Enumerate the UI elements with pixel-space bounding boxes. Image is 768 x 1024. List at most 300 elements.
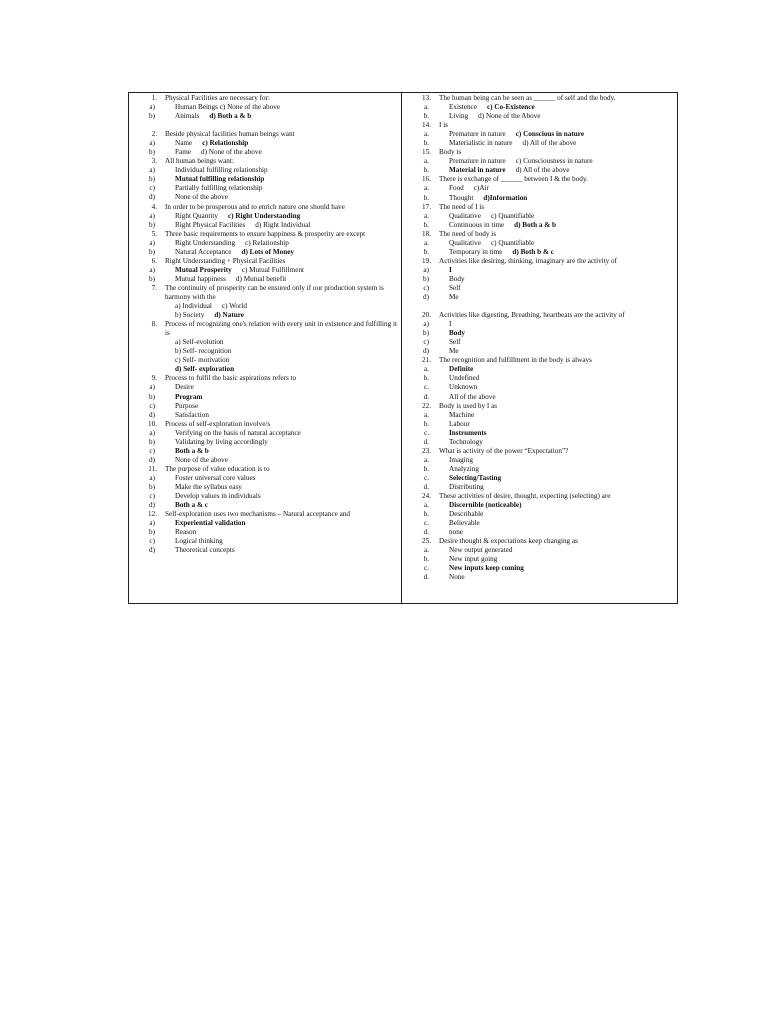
option-letter: d) — [149, 455, 155, 464]
option-text: Discernible (noticeable) — [449, 501, 522, 510]
spacer — [407, 302, 673, 311]
spacer — [133, 121, 399, 130]
answer-option — [407, 239, 673, 248]
answer-option — [407, 383, 673, 392]
question-text: Activities like desiring, thinking, imaginary are the activity of — [439, 256, 618, 265]
question-number: 23. — [422, 446, 431, 455]
option-letter: c) — [149, 401, 155, 410]
left-column — [133, 94, 399, 555]
option-letter: a) — [149, 265, 155, 274]
question-row — [133, 157, 399, 166]
answer-option — [407, 555, 673, 564]
question-item — [407, 492, 673, 537]
option-text: All of the above — [449, 392, 496, 401]
option-letter: a. — [424, 238, 429, 247]
question-number: 15. — [422, 148, 431, 157]
answer-option — [133, 193, 399, 202]
option-text-second: d) All of the above — [522, 139, 577, 148]
question-number: 2. — [151, 130, 157, 139]
option-text: Animals — [175, 112, 200, 121]
answer-option — [407, 194, 673, 203]
option-text: Me — [449, 347, 459, 356]
question-item — [407, 402, 673, 447]
option-text: Reason — [175, 528, 197, 537]
question-row — [133, 374, 399, 383]
answer-option — [407, 338, 673, 347]
answer-option — [133, 546, 399, 555]
option-letter: a) — [149, 166, 155, 175]
option-text: Right Quantity — [175, 211, 218, 220]
option-text: Validating by living accordingly — [175, 437, 268, 446]
option-text: Experiential validation — [175, 519, 246, 528]
answer-option — [407, 112, 673, 121]
answer-option — [133, 275, 399, 284]
option-text: I — [449, 320, 452, 329]
option-text: Unknown — [449, 383, 478, 392]
option-letter: c. — [424, 383, 429, 392]
option-letter: a. — [424, 130, 429, 139]
option-letter: c) — [149, 537, 155, 546]
question-text: Process to fulfil the basic aspirations refers to — [165, 374, 297, 383]
answer-option — [133, 393, 399, 402]
option-text: Food — [449, 184, 464, 193]
answer-option — [133, 338, 399, 347]
column-divider — [401, 93, 402, 603]
option-letter: b. — [423, 112, 429, 121]
option-text: Believable — [449, 519, 480, 528]
question-number: 21. — [422, 356, 431, 365]
option-text: Verifying on the basis of natural acceptance — [175, 428, 301, 437]
question-item — [407, 537, 673, 582]
question-number: 24. — [422, 492, 431, 501]
option-text: Satisfaction — [175, 410, 209, 419]
option-letter: d) — [423, 347, 429, 356]
option-text-second: d) All of the above — [515, 166, 570, 175]
option-text: New output generated — [449, 546, 513, 555]
question-item — [407, 148, 673, 175]
option-letter — [133, 365, 175, 374]
option-text: a) Individual — [175, 302, 212, 311]
option-text-second: c) World — [221, 302, 247, 311]
answer-option — [407, 284, 673, 293]
question-item — [133, 420, 399, 465]
question-number: 6. — [151, 256, 157, 265]
question-text: Process of self-exploration involve/s — [165, 419, 271, 428]
question-number: 14. — [422, 121, 431, 130]
answer-option — [133, 239, 399, 248]
question-number: 10. — [148, 419, 157, 428]
option-letter: a. — [424, 455, 429, 464]
option-text-second: d) None of the above — [200, 148, 262, 157]
option-text-second: d) Nature — [214, 311, 244, 320]
option-text: b) Self- recognition — [175, 347, 232, 356]
option-text: Both a & b — [175, 446, 209, 455]
answer-option — [133, 402, 399, 411]
question-text: The purpose of value education is to — [165, 464, 270, 473]
option-text-second: c)Air — [473, 184, 489, 193]
option-letter: a. — [424, 501, 429, 510]
answer-option — [407, 501, 673, 510]
answer-option — [407, 519, 673, 528]
question-row — [133, 203, 399, 212]
option-text: Make the syllabus easy — [175, 482, 242, 491]
option-letter — [133, 338, 175, 347]
question-text: Physical Facilities are necessary for: — [165, 94, 270, 102]
question-text: Three basic requirements to ensure happiness & prosperity are except — [165, 229, 366, 238]
option-letter: d. — [423, 528, 429, 537]
option-text: New inputs keep coming — [449, 564, 524, 573]
option-letter: b. — [423, 374, 429, 383]
question-row — [407, 175, 673, 184]
answer-option — [407, 166, 673, 175]
question-row — [407, 94, 673, 103]
question-row — [407, 121, 673, 130]
answer-option — [407, 528, 673, 537]
question-item — [407, 257, 673, 302]
option-text: Foster universal core values — [175, 473, 256, 482]
question-number: 20. — [422, 311, 431, 320]
option-text-second: d) Right Individual — [255, 220, 311, 229]
question-row — [407, 203, 673, 212]
option-text: Fame — [175, 148, 191, 157]
question-row — [133, 420, 399, 429]
option-text: Materialistic in nature — [449, 139, 513, 148]
answer-option — [133, 365, 399, 374]
question-row — [407, 447, 673, 456]
question-text: Self-exploration uses two mechanisms – Natural acceptance and — [165, 510, 351, 519]
question-item — [133, 203, 399, 230]
option-text: Living — [449, 112, 469, 121]
question-item — [407, 311, 673, 356]
question-item — [407, 447, 673, 492]
option-text: Analyzing — [449, 464, 479, 473]
question-text: What is activity of the power “Expectation”? — [439, 446, 569, 455]
answer-option — [133, 383, 399, 392]
option-text: Machine — [449, 410, 475, 419]
option-letter: b) — [149, 175, 155, 184]
answer-option — [133, 184, 399, 193]
option-text: Undefined — [449, 374, 480, 383]
option-text: Qualitative — [449, 238, 481, 247]
question-row — [133, 130, 399, 139]
option-letter: c. — [424, 519, 429, 528]
option-text: Self — [449, 338, 461, 347]
question-item — [407, 356, 673, 401]
option-text-second: c) Conscious in nature — [515, 130, 585, 139]
option-letter: b. — [423, 139, 429, 148]
option-letter: b. — [423, 555, 429, 564]
question-number: 18. — [422, 229, 431, 238]
option-text: Natural Acceptance — [175, 247, 232, 256]
answer-option — [407, 510, 673, 519]
option-letter: d) — [149, 410, 155, 419]
option-letter: b) — [149, 148, 155, 157]
option-letter: c) — [149, 184, 155, 193]
option-letter: c) — [423, 283, 429, 292]
option-letter: b) — [149, 392, 155, 401]
question-row — [407, 402, 673, 411]
option-text: Me — [449, 293, 459, 302]
answer-option — [407, 293, 673, 302]
question-row — [407, 257, 673, 266]
question-text: Activities like digesting, Breathing, heartbeats are the activity of — [439, 311, 625, 320]
answer-option — [407, 411, 673, 420]
question-row — [407, 537, 673, 546]
question-item — [407, 175, 673, 202]
option-letter: a) — [149, 383, 155, 392]
option-letter: b. — [423, 419, 429, 428]
answer-option — [133, 456, 399, 465]
question-item — [407, 94, 673, 121]
question-row — [407, 311, 673, 320]
option-letter: a) — [149, 238, 155, 247]
option-text-second: c) Quantifiable — [490, 211, 535, 220]
question-number: 13. — [422, 94, 431, 102]
answer-option — [407, 221, 673, 230]
question-item — [133, 374, 399, 419]
answer-option — [133, 221, 399, 230]
answer-option — [407, 456, 673, 465]
answer-option — [133, 175, 399, 184]
question-text: All human beings want: — [165, 157, 234, 166]
answer-option — [133, 492, 399, 501]
question-row — [133, 257, 399, 266]
option-text: Right Understanding — [175, 238, 236, 247]
option-text-second: c) Consciousness in nature — [515, 157, 593, 166]
question-text: The need of body is — [439, 229, 497, 238]
option-text: New input going — [449, 555, 498, 564]
option-text: Imaging — [449, 455, 473, 464]
option-text: d) Self- exploration — [175, 365, 235, 374]
option-letter: b. — [423, 220, 429, 229]
option-letter: b. — [423, 464, 429, 473]
option-text: Distributing — [449, 482, 484, 491]
answer-option — [133, 537, 399, 546]
option-letter: a) — [149, 519, 155, 528]
answer-option — [407, 483, 673, 492]
question-item — [133, 284, 399, 320]
option-text: Purpose — [175, 401, 199, 410]
option-letter: d. — [423, 482, 429, 491]
answer-option — [407, 365, 673, 374]
right-column — [407, 94, 673, 582]
option-text: Premature in nature — [449, 157, 506, 166]
question-number: 4. — [151, 202, 157, 211]
option-text: None of the above — [175, 193, 228, 202]
question-number: 25. — [422, 537, 431, 546]
option-text: Individual fulfilling relationship — [175, 166, 268, 175]
question-text: Body is used by I as — [439, 401, 498, 410]
answer-option — [407, 266, 673, 275]
option-text: Selecting/Tasting — [449, 473, 502, 482]
question-item — [133, 94, 399, 121]
answer-option — [133, 429, 399, 438]
question-number: 1. — [151, 94, 157, 102]
option-text: Definite — [449, 365, 474, 374]
option-text: Mutual happiness — [175, 274, 226, 283]
answer-option — [133, 148, 399, 157]
question-text: Desire thought & expectations keep changing as — [439, 537, 578, 546]
option-letter: c) — [149, 446, 155, 455]
question-number: 7. — [151, 283, 157, 292]
option-letter: b) — [149, 112, 155, 121]
option-text: None — [449, 573, 465, 582]
option-letter: a) — [149, 103, 155, 112]
option-text: Thought — [449, 193, 474, 202]
option-text: Mutual fulfilling relationship — [175, 175, 265, 184]
option-letter: b. — [423, 193, 429, 202]
question-text: The recognition and fulfillment in the body is always — [439, 356, 592, 365]
option-text-second: d) Lots of Money — [241, 247, 294, 256]
option-letter: c) — [149, 492, 155, 501]
question-text: Body is — [439, 148, 462, 157]
question-sheet — [128, 92, 678, 604]
option-letter: c. — [424, 473, 429, 482]
answer-option — [407, 212, 673, 221]
answer-option — [133, 447, 399, 456]
answer-option — [407, 157, 673, 166]
question-item — [407, 203, 673, 230]
question-number: 22. — [422, 401, 431, 410]
option-letter: a. — [424, 410, 429, 419]
option-letter: a. — [424, 546, 429, 555]
option-text: none — [449, 528, 463, 537]
option-text: Logical thinking — [175, 537, 223, 546]
question-text: These activities of desire, thought, expecting (selecting) are — [439, 492, 611, 501]
answer-option — [407, 320, 673, 329]
question-text: The continuity of prosperity can be ensured only if our production system is harmony with the — [165, 283, 384, 301]
option-letter: d. — [423, 392, 429, 401]
answer-option — [407, 184, 673, 193]
answer-option — [133, 501, 399, 510]
option-text: Labour — [449, 419, 470, 428]
answer-option — [133, 266, 399, 275]
option-letter: b. — [423, 247, 429, 256]
option-letter: b) — [149, 437, 155, 446]
answer-option — [407, 438, 673, 447]
answer-option — [407, 329, 673, 338]
option-letter: a. — [424, 211, 429, 220]
question-text: Beside physical facilities human beings want — [165, 130, 295, 139]
option-letter: a) — [149, 473, 155, 482]
option-text: I — [449, 265, 452, 274]
option-text-second: d) Both a & b — [514, 220, 557, 229]
option-text-second: c) Quantifiable — [490, 238, 535, 247]
answer-option — [133, 474, 399, 483]
question-text: Right Understanding + Physical Facilities — [165, 256, 286, 265]
answer-option — [133, 411, 399, 420]
option-text-second: c) Co-Existence — [486, 103, 535, 112]
option-letter: a. — [424, 184, 429, 193]
option-letter — [133, 356, 175, 365]
option-text: Both a & c — [175, 501, 208, 510]
answer-option — [133, 528, 399, 537]
option-text-second: c) Relationship — [202, 139, 249, 148]
option-text-second: d) Mutual benefit — [235, 274, 287, 283]
option-text: c) Self- motivation — [175, 356, 230, 365]
option-text-second: c) Mutual Fulfillment — [241, 265, 305, 274]
option-letter: d) — [423, 293, 429, 302]
option-text: Temporary in time — [449, 247, 503, 256]
option-text: Premature in nature — [449, 130, 506, 139]
answer-option — [407, 248, 673, 257]
question-item — [133, 320, 399, 374]
question-row — [133, 320, 399, 338]
option-text: Continuous in time — [449, 220, 505, 229]
question-number: 11. — [148, 464, 157, 473]
question-item — [407, 121, 673, 148]
option-letter: b) — [149, 220, 155, 229]
option-letter: b) — [423, 329, 429, 338]
question-number: 16. — [422, 175, 431, 184]
option-letter — [133, 302, 175, 311]
option-letter: a) — [149, 211, 155, 220]
answer-option — [133, 166, 399, 175]
option-text-second: d) Both a & b — [209, 112, 252, 121]
answer-option — [133, 519, 399, 528]
option-text: Technology — [449, 437, 483, 446]
option-letter — [133, 311, 175, 320]
option-text-second: d) Both b & c — [512, 247, 554, 256]
option-text: a) Self-evolution — [175, 338, 224, 347]
answer-option — [133, 483, 399, 492]
option-text: Self — [449, 283, 461, 292]
option-text: Theoretical concepts — [175, 546, 235, 555]
option-letter: c. — [424, 564, 429, 573]
question-text: In order to be prosperous and to enrich nature one should have — [165, 202, 345, 211]
option-text-second: c) Right Understanding — [227, 211, 301, 220]
question-number: 17. — [422, 202, 431, 211]
question-item — [133, 465, 399, 510]
answer-option — [133, 302, 399, 311]
option-letter: b. — [423, 166, 429, 175]
question-item — [133, 157, 399, 202]
answer-option — [133, 212, 399, 221]
answer-option — [133, 248, 399, 257]
option-letter: b) — [149, 482, 155, 491]
answer-option — [133, 356, 399, 365]
question-item — [133, 230, 399, 257]
option-text: Partially fulfilling relationship — [175, 184, 263, 193]
question-text: There is exchange of ______ between I & the body. — [439, 175, 588, 184]
option-letter: b) — [423, 274, 429, 283]
answer-option — [407, 139, 673, 148]
option-letter: d) — [149, 193, 155, 202]
option-letter: d) — [149, 501, 155, 510]
answer-option — [133, 438, 399, 447]
option-text: Human Beings c) None of the above — [175, 103, 280, 112]
question-text: I is — [439, 121, 448, 130]
option-letter: a) — [149, 139, 155, 148]
option-letter: a. — [424, 103, 429, 112]
option-letter: b) — [149, 274, 155, 283]
question-number: 3. — [151, 157, 157, 166]
answer-option — [407, 465, 673, 474]
answer-option — [133, 103, 399, 112]
option-letter: a. — [424, 157, 429, 166]
question-row — [133, 284, 399, 302]
option-text: b) Society — [175, 311, 205, 320]
option-text: Qualitative — [449, 211, 481, 220]
question-text: Process of recognizing one's relation with every unit in existence and fulfilling it is — [165, 320, 398, 338]
question-row — [133, 510, 399, 519]
option-text: Body — [449, 329, 465, 338]
answer-option — [407, 429, 673, 438]
option-text: Right Physical Facilities — [175, 220, 246, 229]
question-row — [407, 230, 673, 239]
question-row — [407, 356, 673, 365]
option-letter: a. — [424, 365, 429, 374]
